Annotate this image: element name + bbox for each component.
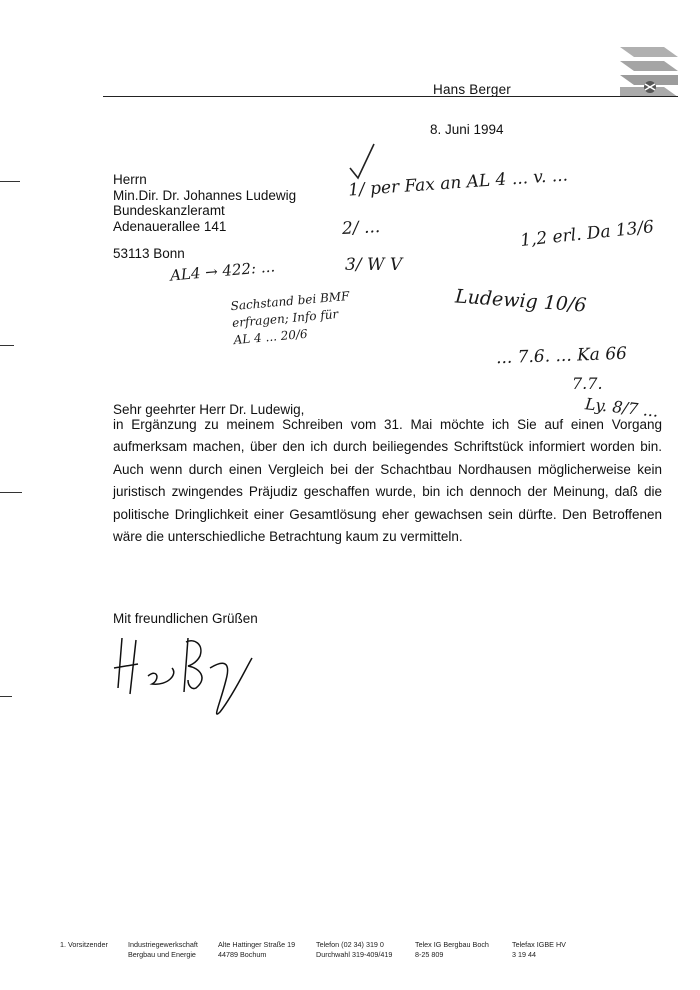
footer-col-org — [128, 940, 198, 960]
signature-icon — [108, 628, 278, 733]
footer-line: 8-25 809 — [415, 950, 444, 959]
footer-line: 1. Vorsitzender — [60, 940, 108, 949]
annotation-ref1: ... 7.6. ... Ka 66 — [495, 343, 628, 369]
footer-col-role — [60, 940, 108, 950]
annotation-line3: 3/ W V — [345, 255, 403, 275]
address-line: Min.Dir. Dr. Johannes Ludewig — [113, 187, 297, 203]
footer-col-fax — [512, 940, 566, 960]
footer-line: 3 19 44 — [512, 950, 536, 959]
footer-line: Telex IG Bergbau Boch — [415, 940, 489, 949]
annotation-line1: 1/ per Fax an AL 4 ... v. ... — [347, 165, 569, 201]
annotation-ref3: Ly. 8/7 ... — [584, 394, 660, 421]
fold-mark — [0, 696, 12, 697]
letter-body — [113, 414, 662, 548]
footer-col-phone — [316, 940, 392, 960]
annotation-note-line: erfragen; Info für — [231, 306, 339, 331]
annotation-ludewig: Ludewig 10/6 — [454, 285, 588, 317]
header-rule — [103, 96, 678, 97]
recipient-address — [113, 172, 296, 234]
annotation-note — [230, 288, 353, 349]
footer-line: Durchwahl 319-409/419 — [316, 950, 393, 959]
annotation-note-line: AL 4 ... 20/6 — [233, 326, 309, 348]
address-line: Bundeskanzleramt — [113, 203, 225, 219]
salutation: Sehr geehrter Herr Dr. Ludewig, — [113, 402, 305, 417]
body-paragraph: in Ergänzung zu meinem Schreiben vom 31. Mai möchte ich Sie auf einen Vorgang aufmerksam machen, über den ich durch beiliegendes Schriftstück informiert worden bin. Auch wenn durch einen Vergleich bei der Schachtbau Nordhausen möglicherweise kein juristisch zwingendes Präjudiz geschaffen wurde, bin ich dennoch der Meinung, daß die politische Dringlichkeit einer Gesamtlösung eher gewachsen sein dürfte. Den Betroffenen wäre die unterschiedliche Betrachtung kaum zu vermitteln. — [113, 417, 662, 545]
closing-phrase: Mit freundlichen Grüßen — [113, 611, 258, 626]
sender-name: Hans Berger — [433, 82, 511, 97]
fold-mark — [0, 345, 14, 346]
footer-col-telex — [415, 940, 489, 960]
annotation-note-line: Sachstand bei BMF — [230, 288, 350, 314]
footer-line: Alte Hattinger Straße 19 — [218, 940, 296, 949]
footer-line: Bergbau und Energie — [128, 950, 196, 959]
fold-mark — [0, 181, 20, 182]
address-line: Herrn — [113, 172, 147, 187]
annotation-line2: 2/ ... — [341, 217, 381, 239]
footer-line: Telefon (02 34) 319 0 — [316, 940, 384, 949]
letter-date: 8. Juni 1994 — [430, 122, 504, 137]
footer-col-address — [218, 940, 295, 960]
fold-mark — [0, 492, 22, 493]
footer-line: Telefax IGBE HV — [512, 940, 566, 949]
footer-line: 44789 Bochum — [218, 950, 267, 959]
annotation-al4: AL4 → 422: ... — [169, 257, 276, 285]
annotation-line2b: 1,2 erl. Da 13/6 — [519, 217, 655, 251]
igbe-logo-icon — [620, 47, 678, 103]
recipient-city: 53113 Bonn — [113, 246, 185, 261]
address-line: Adenauerallee 141 — [113, 218, 227, 234]
footer-line: Industriegewerkschaft — [128, 940, 198, 949]
annotation-ref2: 7.7. — [572, 374, 603, 393]
